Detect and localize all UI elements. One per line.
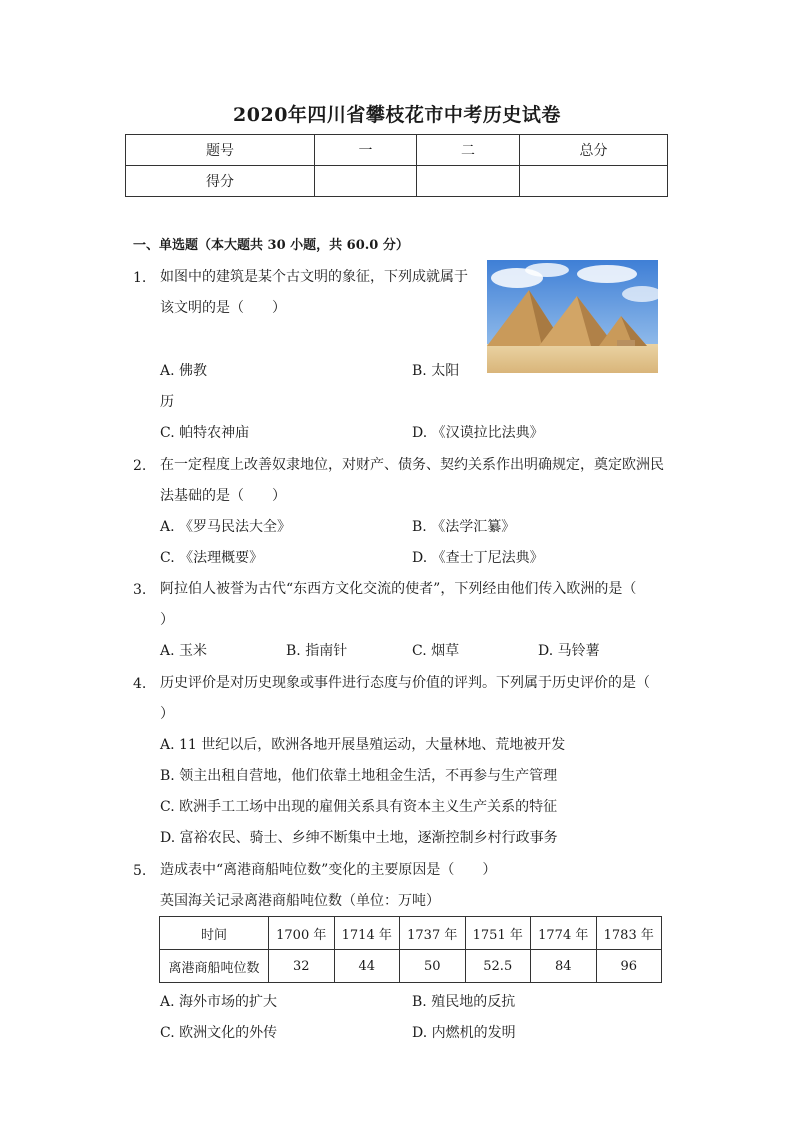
score-cell[interactable] — [417, 166, 520, 197]
score-row-label: 得分 — [126, 166, 315, 197]
table-cell: 96 — [596, 950, 662, 983]
option-a[interactable]: A. 11 世纪以后，欧洲各地开展垦殖运动，大量林地、荒地被开发 — [160, 737, 566, 753]
score-header-cell: 一 — [315, 135, 417, 166]
score-header-cell: 题号 — [126, 135, 315, 166]
option-d[interactable]: D. 《汉谟拉比法典》 — [412, 425, 544, 441]
table-cell: 44 — [334, 950, 400, 983]
option-c[interactable]: C. 帕特农神庙 — [160, 425, 250, 441]
question-number: 2. — [133, 458, 147, 474]
question-number: 3. — [133, 582, 147, 598]
table-header-cell: 时间 — [160, 917, 269, 950]
score-cell[interactable] — [315, 166, 417, 197]
score-table — [125, 134, 668, 197]
question-number: 4. — [133, 676, 147, 692]
score-cell[interactable] — [520, 166, 668, 197]
page-title: 2020年四川省攀枝花市中考历史试卷 — [233, 104, 561, 126]
option-d[interactable]: D. 《查士丁尼法典》 — [412, 550, 544, 566]
option-a[interactable]: A. 海外市场的扩大 — [160, 994, 278, 1010]
table-cell: 32 — [269, 950, 335, 983]
option-d[interactable]: D. 马铃薯 — [538, 643, 600, 659]
option-c[interactable]: C. 烟草 — [412, 643, 460, 659]
table-row-label: 离港商船吨位数 — [160, 950, 269, 983]
option-c[interactable]: C. 《法理概要》 — [160, 550, 264, 566]
question-text: 法基础的是（ ） — [160, 488, 286, 504]
question-number: 5. — [133, 863, 147, 879]
question-text: 历史评价是对历史现象或事件进行态度与价值的评判。下列属于历史评价的是（ — [160, 675, 650, 691]
table-cell: 52.5 — [465, 950, 531, 983]
question-text: 如图中的建筑是某个古文明的象征，下列成就属于 — [160, 269, 468, 285]
question-text: 在一定程度上改善奴隶地位，对财产、债务、契约关系作出明确规定，奠定欧洲民 — [160, 457, 664, 473]
option-b[interactable]: B. 殖民地的反抗 — [412, 994, 516, 1010]
table-header-cell: 1737 年 — [400, 917, 466, 950]
question-text: 阿拉伯人被誉为古代“东西方文化交流的使者”，下列经由他们传入欧洲的是（ — [160, 581, 637, 597]
option-a[interactable]: A. 玉米 — [160, 643, 208, 659]
option-a[interactable]: A. 《罗马民法大全》 — [160, 519, 292, 535]
option-c[interactable]: C. 欧洲手工工场中出现的雇佣关系具有资本主义生产关系的特征 — [160, 799, 558, 815]
score-header-cell: 二 — [417, 135, 520, 166]
option-d[interactable]: D. 内燃机的发明 — [412, 1025, 516, 1041]
question-text: 该文明的是（ ） — [160, 300, 286, 316]
question-text: ） — [160, 612, 174, 628]
option-a[interactable]: A. 佛教 — [160, 363, 208, 379]
table-header-cell: 1774 年 — [531, 917, 597, 950]
option-b[interactable]: B. 太阳 — [412, 363, 460, 379]
table-header-cell: 1751 年 — [465, 917, 531, 950]
table-caption: 英国海关记录离港商船吨位数（单位：万吨） — [160, 893, 440, 909]
table-header-cell: 1700 年 — [269, 917, 335, 950]
tonnage-table — [159, 916, 662, 983]
question-text: ） — [160, 706, 174, 722]
option-d[interactable]: D. 富裕农民、骑士、乡绅不断集中土地，逐渐控制乡村行政事务 — [160, 830, 558, 846]
question-text: 造成表中“离港商船吨位数”变化的主要原因是（ ） — [160, 862, 497, 878]
question-number: 1. — [133, 270, 147, 286]
table-cell: 50 — [400, 950, 466, 983]
table-cell: 84 — [531, 950, 597, 983]
pyramids-image — [487, 260, 658, 373]
table-header-cell: 1714 年 — [334, 917, 400, 950]
option-b-continuation: 历 — [160, 394, 174, 410]
section-heading: 一、单选题（本大题共 30 小题，共 60.0 分） — [133, 238, 409, 253]
option-b[interactable]: B. 领主出租自营地，他们依靠土地租金生活，不再参与生产管理 — [160, 768, 558, 784]
option-b[interactable]: B. 指南针 — [286, 643, 348, 659]
option-c[interactable]: C. 欧洲文化的外传 — [160, 1025, 278, 1041]
table-header-cell: 1783 年 — [596, 917, 662, 950]
score-header-cell: 总分 — [520, 135, 668, 166]
option-b[interactable]: B. 《法学汇纂》 — [412, 519, 516, 535]
